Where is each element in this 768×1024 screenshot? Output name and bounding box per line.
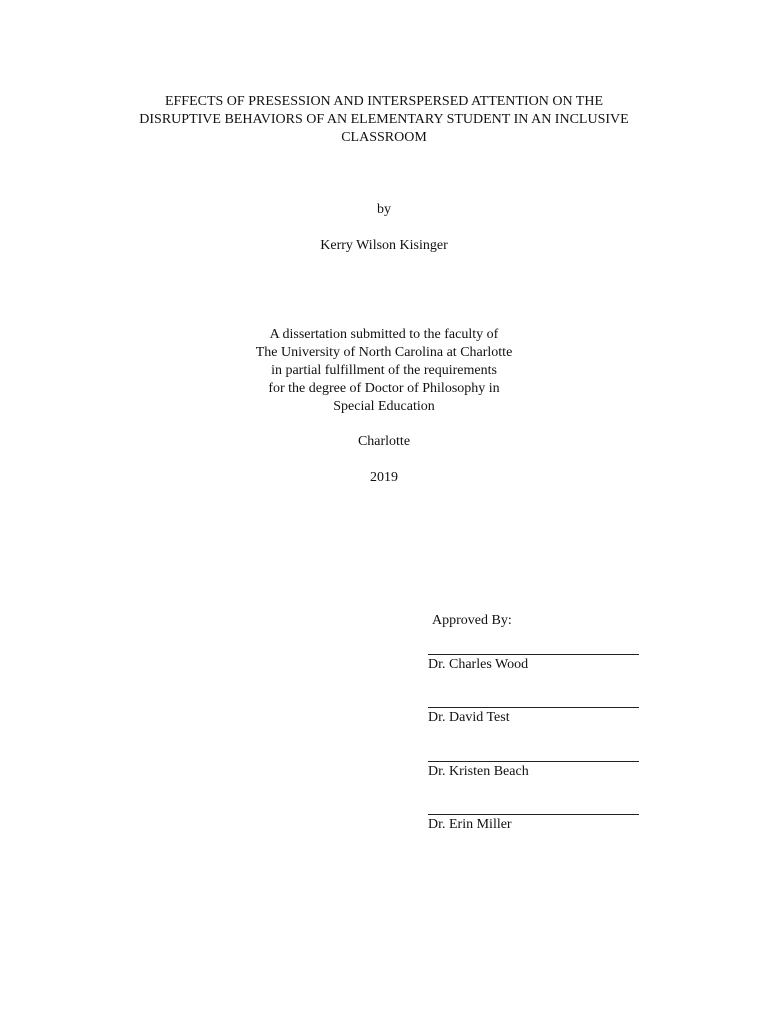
approved-by-label: Approved By: (432, 613, 512, 628)
city: Charlotte (357, 434, 411, 449)
signature-block (428, 654, 641, 674)
signatory-name: Dr. Kristen Beach (428, 764, 529, 779)
title-line: CLASSROOM (341, 130, 427, 145)
signature-block (428, 707, 641, 727)
title-line: EFFECTS OF PRESESSION AND INTERSPERSED ATTENTION ON THE (164, 94, 604, 109)
signatory-name: Dr. Charles Wood (428, 657, 529, 672)
statement-line: for the degree of Doctor of Philosophy in (268, 381, 500, 396)
signature-line (428, 814, 639, 815)
signature-block (428, 814, 641, 834)
signatory-name: Dr. David Test (428, 710, 510, 725)
submission-statement (0, 326, 768, 416)
author-name: Kerry Wilson Kisinger (320, 238, 448, 253)
signatory-name: Dr. Erin Miller (428, 817, 512, 832)
signature-line (428, 707, 639, 708)
signature-line (428, 761, 639, 762)
title-line: DISRUPTIVE BEHAVIORS OF AN ELEMENTARY STUDENT IN AN INCLUSIVE (139, 112, 629, 127)
dissertation-title (0, 93, 768, 147)
statement-line: in partial fulfillment of the requirements (271, 363, 497, 378)
signature-block (428, 761, 641, 781)
by-label: by (377, 202, 391, 217)
year: 2019 (370, 470, 398, 485)
statement-line: The University of North Carolina at Charlotte (255, 345, 513, 360)
statement-line: A dissertation submitted to the faculty of (269, 327, 499, 342)
signature-line (428, 654, 639, 655)
statement-line: Special Education (333, 399, 435, 414)
